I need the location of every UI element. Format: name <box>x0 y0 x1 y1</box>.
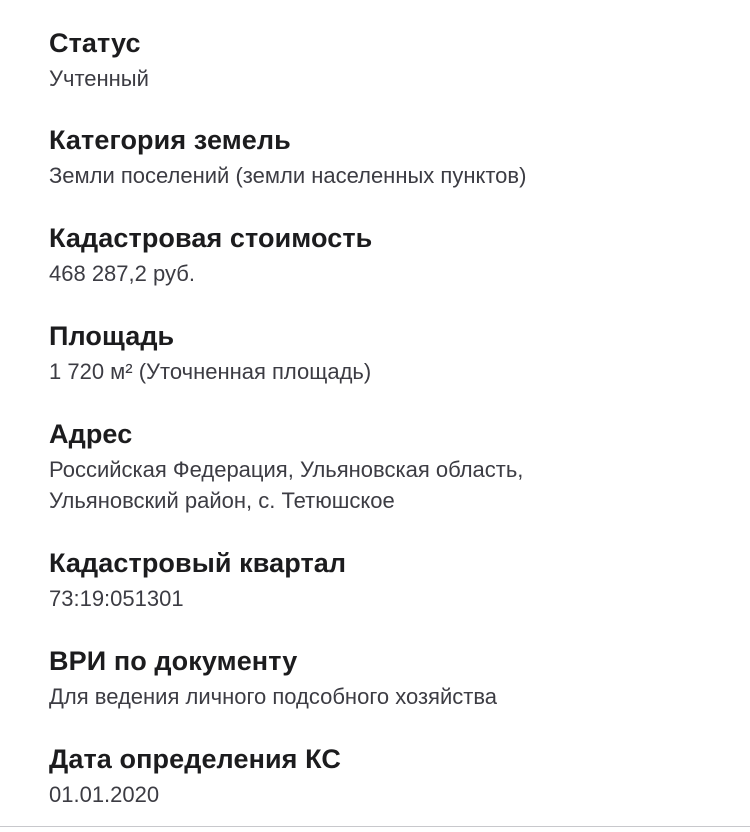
field-label: Статус <box>49 28 141 58</box>
field-land-category <box>49 124 730 191</box>
field-value: Для ведения личного подсобного хозяйства <box>49 684 497 709</box>
field-label: Дата определения КС <box>49 744 341 774</box>
field-status <box>49 27 730 94</box>
field-address <box>49 418 730 516</box>
field-value: 73:19:051301 <box>49 586 184 611</box>
field-label: Адрес <box>49 419 133 449</box>
field-cadastral-value <box>49 222 730 289</box>
field-value: 468 287,2 руб. <box>49 261 195 286</box>
field-label: Кадастровый квартал <box>49 548 347 578</box>
field-label: Площадь <box>49 321 175 351</box>
field-value: Земли поселений (земли населенных пунктов) <box>49 163 527 188</box>
field-value: 1 720 м² (Уточненная площадь) <box>49 359 372 384</box>
bottom-divider <box>0 826 750 827</box>
field-label: Кадастровая стоимость <box>49 223 373 253</box>
field-cadastral-quarter <box>49 547 730 614</box>
field-permitted-use <box>49 645 730 712</box>
field-value: 01.01.2020 <box>49 782 160 807</box>
field-value: Российская Федерация, Ульяновская область, Ульяновский район, с. Тетюшское <box>49 457 524 513</box>
field-label: Категория земель <box>49 125 291 155</box>
field-value: Учтенный <box>49 66 149 91</box>
field-label: ВРИ по документу <box>49 646 298 676</box>
field-area <box>49 320 730 387</box>
field-valuation-date <box>49 743 730 810</box>
